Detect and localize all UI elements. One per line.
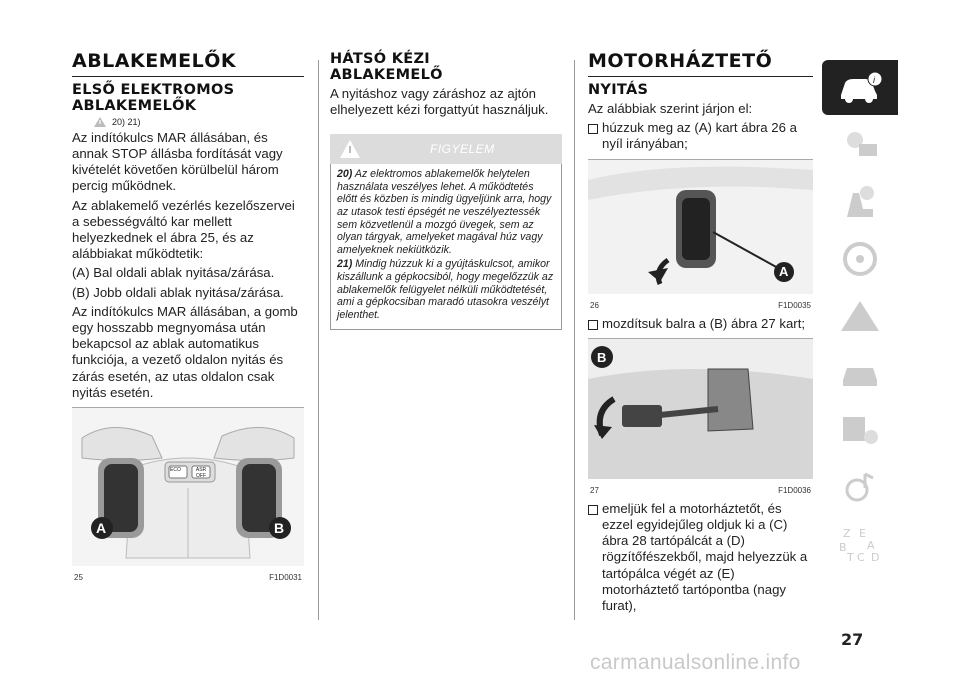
paragraph: Az alábbiak szerint járjon el: [588, 100, 753, 116]
asr-off-button-label: ASR OFF [195, 467, 207, 480]
tab-car-info[interactable] [822, 60, 898, 115]
paragraph: Az ablakemelő vezérlés kezelőszervei a sebességváltó kar mellett helyezkednek el ábra 25, és az alábbiakat működtetik: [72, 197, 295, 262]
list-item: mozdítsuk balra a (B) ábra 27 kart; [588, 316, 813, 335]
svg-text:i: i [873, 74, 875, 85]
figure-label-b: B [274, 520, 285, 537]
figure-label-a: A [779, 264, 789, 280]
tab-multimedia[interactable] [822, 459, 898, 514]
section-title: ABLAKEMELŐK [72, 52, 304, 77]
tab-airbag-safety[interactable] [822, 174, 898, 229]
checkbox-bullet-icon [588, 320, 598, 330]
subsection-title: ELSŐ ELEKTROMOS ABLAKEMELŐK [72, 81, 235, 114]
paragraph: A nyitáshoz vagy záráshoz az ajtón elhelyezett kézi forgattyút használjuk. [330, 85, 549, 118]
list-item: emeljük fel a motorháztetőt, és ezzel egyidejűleg oldjuk ki a (C) ábra 28 tartópálcát a (D) rögzítőfészekből, majd helyezzük a tartópálca végét az (E) motorháztető tartópontba (nagy furat), [588, 501, 813, 617]
column-bonnet [588, 52, 813, 617]
car-info-icon [837, 69, 883, 107]
figure-26 [588, 159, 813, 310]
window-switch-illustration [72, 408, 304, 566]
chapter-tabs [822, 60, 898, 573]
watermark: carmanualsonline.info [590, 651, 801, 674]
paragraph: (A) Bal oldali ablak nyitása/zárása. [72, 265, 275, 281]
airbag-seat-icon [837, 183, 883, 221]
paragraph: Az indítókulcs MAR állásában, a gomb egy hosszabb megnyomása után bekapcsol az ablak automatikus funkciója, a vezető oldalon nyitás és zárás esetén, az utas oldalon csak nyitás esetén. [72, 303, 298, 400]
tab-technical-data[interactable] [822, 402, 898, 457]
column-divider [318, 60, 319, 620]
warning-header [330, 134, 562, 164]
figure-caption: 27 F1D0036 [590, 485, 811, 495]
figure-caption: 26 F1D0035 [590, 301, 811, 311]
warning-triangle-icon [94, 117, 106, 127]
bonnet-latch-illustration [588, 339, 813, 479]
figure-27 [588, 338, 813, 495]
steering-icon [837, 240, 883, 278]
svg-text:B: B [839, 540, 847, 554]
svg-text:T: T [847, 550, 854, 563]
svg-text:C: C [857, 550, 865, 563]
warning-box [330, 164, 562, 330]
paragraph: Az indítókulcs MAR állásában, és annak STOP állásba fordítását vagy kivételét követően körülbelül három percig működnek. [72, 129, 283, 194]
settings-gears-icon [837, 411, 883, 449]
svg-text:Z: Z [843, 526, 851, 540]
warning-label: FIGYELEM [430, 142, 495, 157]
emergency-icon [837, 297, 883, 335]
warning-lights-icon [837, 126, 883, 164]
checkbox-bullet-icon [588, 505, 598, 515]
warning-triangle-icon [340, 140, 360, 158]
list-item: húzzuk meg az (A) kart ábra 26 a nyíl irányában; [588, 120, 813, 155]
eco-button-label: ECO [170, 467, 181, 474]
svg-text:D: D [871, 550, 880, 563]
tab-steering[interactable] [822, 231, 898, 286]
figure-25 [72, 407, 304, 582]
svg-text:E: E [859, 526, 866, 540]
maintenance-icon [837, 354, 883, 392]
warning-refs: 20) 21) [94, 117, 304, 127]
tab-maintenance[interactable] [822, 345, 898, 400]
tab-emergency[interactable] [822, 288, 898, 343]
figure-label-a: A [96, 520, 107, 537]
warning-item: 20) Az elektromos ablakemelők helytelen használata veszélyes lehet. A működtetés előtt és közben is mindig ügyeljünk arra, hogy az utasok testi épségét ne veszélyeztessék sem közvetlenül a mozgó üvegek, sem az olyan tárgyak, amelyeket magával húz vagy amelyeknek nekiütközik. [337, 168, 552, 256]
column-rear-windows [330, 52, 562, 330]
svg-text:A: A [867, 538, 875, 552]
column-divider [574, 60, 575, 620]
multimedia-icon [837, 468, 883, 506]
checkbox-bullet-icon [588, 124, 598, 134]
paragraph: (B) Jobb oldali ablak nyitása/zárása. [72, 284, 284, 300]
section-title: HÁTSÓ KÉZI ABLAKEMELŐ [330, 51, 443, 83]
column-front-windows [72, 52, 304, 582]
section-title: MOTORHÁZTETŐ [588, 52, 813, 77]
page-number: 27 [841, 630, 864, 649]
warning-item: 21) Mindig húzzuk ki a gyújtáskulcsot, amikor kiszállunk a gépkocsiból, hogy megelőzzük az ablakemelők felügyelet nélküli működtetését, ami a gépkocsiban maradó utasokra veszélyt jelenthet. [337, 258, 554, 321]
index-letters-icon [837, 525, 883, 563]
subsection-title: NYITÁS [588, 81, 649, 98]
tab-index[interactable] [822, 516, 898, 571]
tab-warning-lights[interactable] [822, 117, 898, 172]
figure-label-b: B [597, 349, 607, 365]
figure-caption: 25 F1D0031 [74, 573, 302, 583]
